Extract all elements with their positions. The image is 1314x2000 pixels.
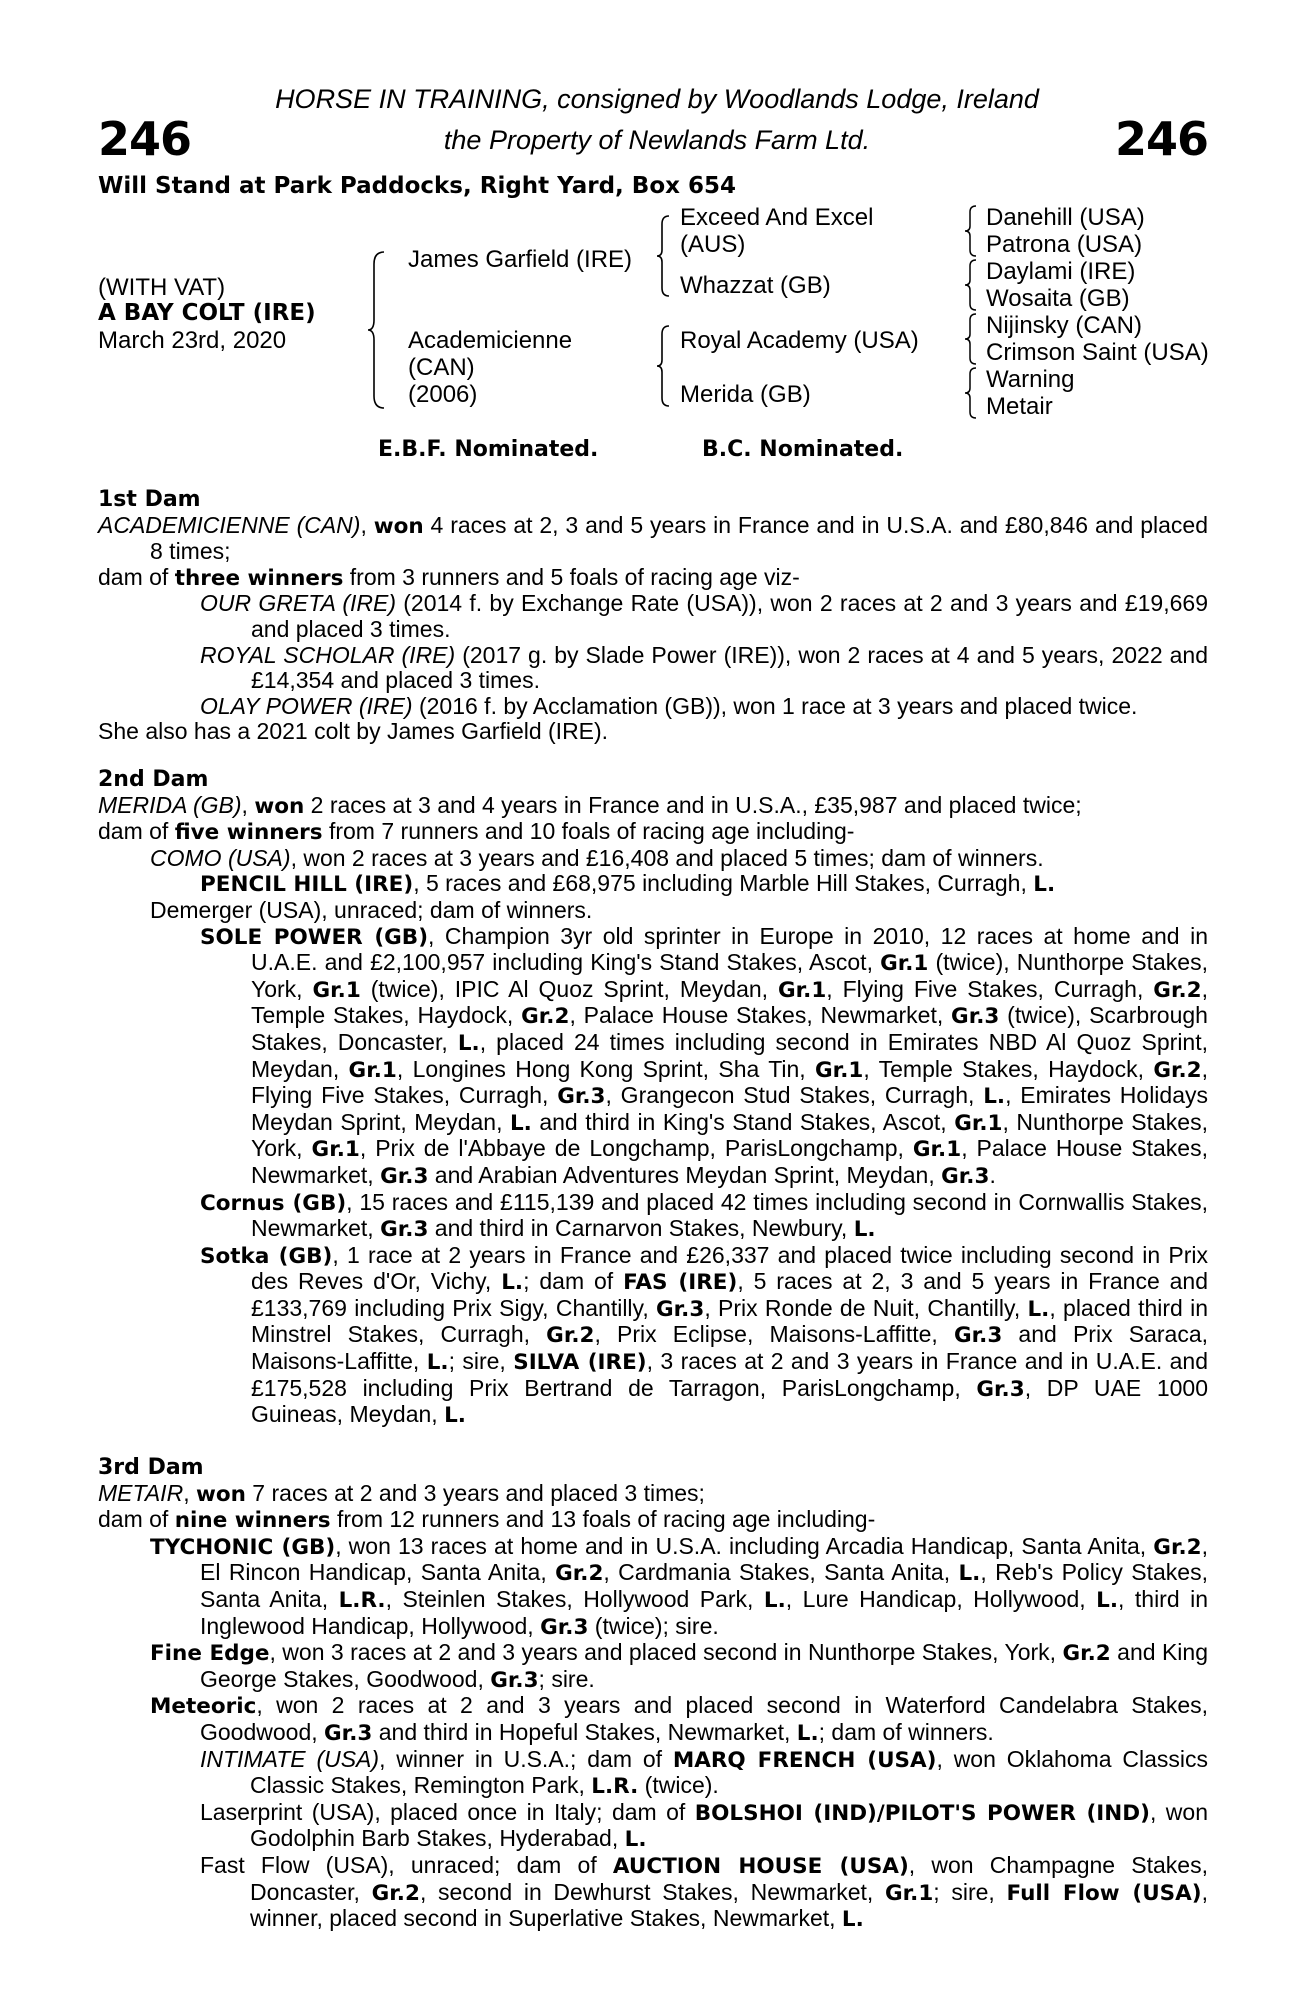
progeny-tychonic: TYCHONIC (GB), won 13 races at home and in U.S.A. including Arcadia Handicap, Santa Anita, Gr.2, El Rincon Handicap, Santa Anita, Gr.2, Cardmania Stakes, Santa Anita, L., Reb's Policy Stakes, Santa Anita, L.R., Steinlen Stakes, Hollywood Park, L., Lure Handicap, Hollywood, L., third in Inglewood Handicap, Hollywood, Gr.3 (twice); sire. — [150, 1532, 1208, 1640]
progeny-pencil-hill: PENCIL HILL (IRE), 5 races and £68,975 including Marble Hill Stakes, Curragh, L. — [200, 870, 1056, 898]
progeny-royal-scholar: ROYAL SCHOLAR (IRE) (2017 g. by Slade Power (IRE)), won 2 races at 4 and 5 years, 2022 and £14,354 and placed 3 times. — [200, 641, 1209, 694]
ebf-nomination: E.B.F. Nominated. — [378, 437, 599, 462]
dam-line1: Academicienne — [408, 327, 573, 354]
progeny-como: COMO (USA), won 2 races at 3 years and £16,408 and placed 5 times; dam of winners. — [150, 844, 1044, 871]
dam-sire: Royal Academy (USA) — [680, 327, 919, 354]
pedigree-brace-ds — [964, 312, 978, 366]
progeny-sotka: Sotka (GB), 1 race at 2 years in France and £26,337 and placed twice including second in Prix des Reves d'Or, Vichy, L.; dam of FAS (IRE), 5 races at 2, 3 and 5 years in France and £133,769 including Prix Sigy, Chantilly, Gr.3, Prix Ronde de Nuit, Chantilly, L., placed third in Minstrel Stakes, Curragh, Gr.2, Prix Eclipse, Maisons-Laffitte, Gr.3 and Prix Saraca, Maisons-Laffitte, L.; sire, SILVA (IRE), 3 races at 2 and 3 years in France and in U.A.E. and £175,528 including Prix Bertrand de Tarragon, ParisLongchamp, Gr.3, DP UAE 1000 Guineas, Meydan, L. — [200, 1241, 1209, 1429]
sire: James Garfield (IRE) — [408, 246, 633, 273]
section-heading: 3rd Dam — [98, 1455, 204, 1480]
dsd: Crimson Saint (USA) — [986, 339, 1209, 366]
lot-number-left: 246 — [98, 112, 192, 166]
pedigree-brace-dam — [656, 324, 672, 408]
sds: Daylami (IRE) — [986, 258, 1136, 285]
first-dam-record: ACADEMICIENNE (CAN), won 4 races at 2, 3 and 5 years in France and in U.S.A. and £80,846 and placed 8 times; — [98, 511, 1208, 565]
first-dam-section — [98, 486, 1208, 745]
ssd: Patrona (USA) — [986, 231, 1143, 258]
second-dam-record: MERIDA (GB), won 2 races at 3 and 4 years in France and in U.S.A., £35,987 and placed twice; — [98, 791, 1082, 819]
third-dam-section — [98, 1454, 1208, 1933]
consignment-line: HORSE IN TRAINING, consigned by Woodlands Lodge, Ireland — [275, 84, 1039, 114]
stand-location: Will Stand at Park Paddocks, Right Yard, Box 654 — [98, 173, 736, 199]
ddd: Metair — [986, 393, 1053, 420]
progeny-intimate: INTIMATE (USA), winner in U.S.A.; dam of MARQ FRENCH (USA), won Oklahoma Classics Classic Stakes, Remington Park, L.R. (twice). — [200, 1745, 1208, 1800]
bc-nomination: B.C. Nominated. — [702, 437, 904, 462]
progeny-cornus: Cornus (GB), 15 races and £115,139 and placed 42 times including second in Cornwallis Stakes, Newmarket, Gr.3 and third in Carnarvon Stakes, Newbury, L. — [200, 1188, 1208, 1243]
progeny-demerger: Demerger (USA), unraced; dam of winners. — [150, 896, 593, 923]
sire-dam: Whazzat (GB) — [680, 272, 831, 299]
pedigree-brace-sire — [656, 214, 672, 298]
progeny-laserprint: Laserprint (USA), placed once in Italy; dam of BOLSHOI (IND)/PILOT'S POWER (IND), won Godolphin Barb Stakes, Hyderabad, L. — [200, 1798, 1208, 1853]
horse-name: A BAY COLT (IRE) — [98, 300, 316, 326]
dds: Warning — [986, 366, 1075, 393]
foaling-date: March 23rd, 2020 — [98, 327, 287, 354]
third-dam-produce-summary: dam of nine winners from 12 runners and 13 foals of racing age including- — [98, 1506, 876, 1534]
progeny-our-greta: OUR GRETA (IRE) (2014 f. by Exchange Rate (USA)), won 2 races at 2 and 3 years and £19,669 and placed 3 times. — [200, 590, 1208, 642]
first-dam-also: She also has a 2021 colt by James Garfield (IRE). — [98, 718, 609, 745]
property-line: the Property of Newlands Farm Ltd. — [443, 125, 871, 155]
second-dam-section — [98, 766, 1208, 1429]
second-dam-produce-summary: dam of five winners from 7 runners and 10 foals of racing age including- — [98, 818, 855, 846]
lot-number-right: 246 — [1114, 112, 1208, 166]
pedigree-brace-sd — [964, 258, 978, 312]
third-dam-record: METAIR, won 7 races at 2 and 3 years and placed 3 times; — [98, 1479, 705, 1507]
section-heading: 1st Dam — [98, 487, 201, 512]
dss: Nijinsky (CAN) — [986, 312, 1142, 339]
vat-note: (WITH VAT) — [98, 274, 226, 301]
pedigree-brace-dd — [964, 366, 978, 420]
pedigree-brace-ss — [964, 204, 978, 258]
first-dam-produce-summary: dam of three winners from 3 runners and 5 foals of racing age viz- — [98, 563, 800, 591]
section-heading: 2nd Dam — [98, 767, 209, 792]
progeny-sole-power: SOLE POWER (GB), Champion 3yr old sprinter in Europe in 2010, 12 races at home and in U.A.E. and £2,100,957 including King's Stand Stakes, Ascot, Gr.1 (twice), Nunthorpe Stakes, York, Gr.1 (twice), IPIC Al Quoz Sprint, Meydan, Gr.1, Flying Five Stakes, Curragh, Gr.2, Temple Stakes, Haydock, Gr.2, Palace House Stakes, Newmarket, Gr.3 (twice), Scarbrough Stakes, Doncaster, L., placed 24 times including second in Emirates NBD Al Quoz Sprint, Meydan, Gr.1, Longines Hong Kong Sprint, Sha Tin, Gr.1, Temple Stakes, Haydock, Gr.2, Flying Five Stakes, Curragh, Gr.3, Grangecon Stud Stakes, Curragh, L., Emirates Holidays Meydan Sprint, Meydan, L. and third in King's Stand Stakes, Ascot, Gr.1, Nunthorpe Stakes, York, Gr.1, Prix de l'Abbaye de Longchamp, ParisLongchamp, Gr.1, Palace House Stakes, Newmarket, Gr.3 and Arabian Adventures Meydan Sprint, Meydan, Gr.3. — [200, 922, 1209, 1189]
dam-dam: Merida (GB) — [680, 381, 811, 408]
dam-line3: (2006) — [408, 381, 478, 408]
sss: Danehill (USA) — [986, 204, 1145, 231]
progeny-fine-edge: Fine Edge, won 3 races at 2 and 3 years and placed second in Nunthorpe Stakes, York, Gr.2 and King George Stakes, Goodwood, Gr.3; sire. — [150, 1639, 1208, 1693]
dam-line2: (CAN) — [408, 354, 475, 381]
sire-sire-line2: (AUS) — [680, 231, 746, 258]
sire-sire-line1: Exceed And Excel — [680, 204, 874, 231]
progeny-fast-flow: Fast Flow (USA), unraced; dam of AUCTION HOUSE (USA), won Champagne Stakes, Doncaster, Gr.2, second in Dewhurst Stakes, Newmarket, Gr.1; sire, Full Flow (USA), winner, placed second in Superlative Stakes, Newmarket, L. — [200, 1851, 1208, 1933]
progeny-meteoric: Meteoric, won 2 races at 2 and 3 years and placed second in Waterford Candelabra Stakes, Goodwood, Gr.3 and third in Hopeful Stakes, Newmarket, L.; dam of winners. — [150, 1692, 1208, 1746]
sdd: Wosaita (GB) — [986, 285, 1130, 312]
pedigree-brace-main — [366, 250, 388, 410]
progeny-olay-power: OLAY POWER (IRE) (2016 f. by Acclamation (GB)), won 1 race at 3 years and placed twice. — [200, 692, 1138, 719]
